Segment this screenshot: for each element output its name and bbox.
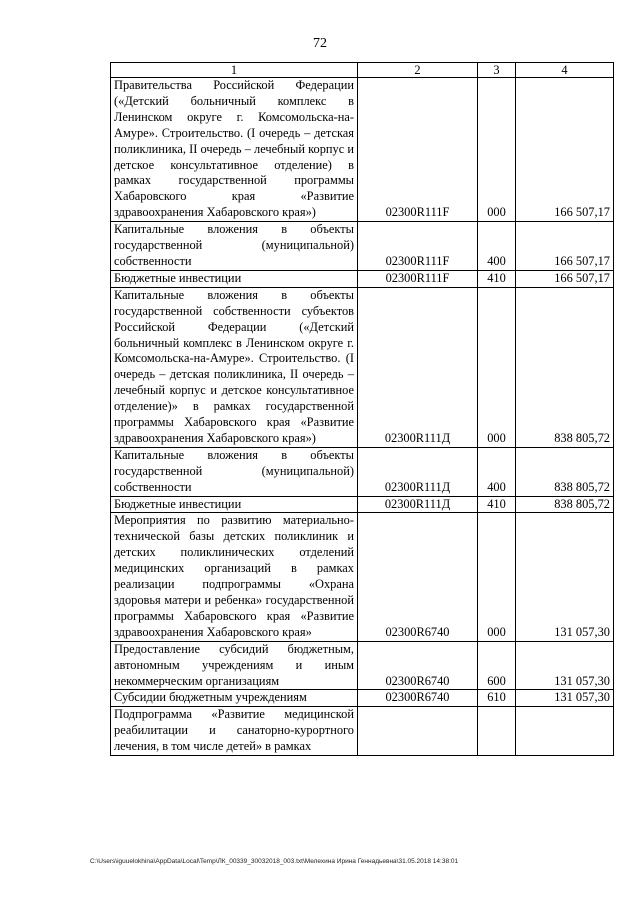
row-sum: 838 805,72 (516, 447, 614, 496)
row-sum: 131 057,30 (516, 513, 614, 641)
page-number: 72 (313, 36, 327, 51)
table-row (111, 641, 614, 690)
row-name: Субсидии бюджетным учреждениям (111, 690, 358, 707)
table-row (111, 287, 614, 447)
row-expense-type (478, 707, 516, 756)
row-sum: 838 805,72 (516, 287, 614, 447)
budget-table (110, 62, 614, 756)
row-name: Капитальные вложения в объекты государственной собственности субъектов Российской Федерации («Детский больничный комплекс в Ленинском округе г. Комсомольска-на-Амуре». Строительство. (I очередь – детская поликлиника, II очередь – лечебный корпус и детское консультативное отделение)» в рамках государственной программы Хабаровского края «Развитие здравоохранения Хабаровского края») (111, 287, 358, 447)
table-row (111, 496, 614, 513)
row-sum: 166 507,17 (516, 222, 614, 271)
row-name: Капитальные вложения в объекты государственной (муниципальной) собственности (111, 222, 358, 271)
row-sum: 838 805,72 (516, 496, 614, 513)
table-row (111, 222, 614, 271)
row-expense-type: 410 (478, 270, 516, 287)
table-row (111, 690, 614, 707)
row-code: 02300R111Д (358, 447, 478, 496)
table-row (111, 513, 614, 641)
row-sum: 166 507,17 (516, 78, 614, 222)
row-name: Мероприятия по развитию материально-технической базы детских поликлиник и детских поликлинических отделений медицинских организаций в рамках реализации подпрограммы «Охрана здоровья матери и ребенка» государственной программы Хабаровского края «Развитие здравоохранения Хабаровского края» (111, 513, 358, 641)
row-expense-type: 000 (478, 287, 516, 447)
row-name: Капитальные вложения в объекты государственной (муниципальной) собственности (111, 447, 358, 496)
row-expense-type: 000 (478, 78, 516, 222)
table-row (111, 270, 614, 287)
row-expense-type: 600 (478, 641, 516, 690)
row-name: Бюджетные инвестиции (111, 496, 358, 513)
row-code: 02300R6740 (358, 513, 478, 641)
row-name: Бюджетные инвестиции (111, 270, 358, 287)
row-expense-type: 400 (478, 447, 516, 496)
row-code: 02300R111F (358, 270, 478, 287)
row-code: 02300R6740 (358, 690, 478, 707)
row-sum: 131 057,30 (516, 641, 614, 690)
row-sum: 166 507,17 (516, 270, 614, 287)
column-header: 1 (111, 63, 358, 78)
column-header: 4 (516, 63, 614, 78)
table-row (111, 707, 614, 756)
file-path-footer: C:\Users\iguuelokhina\AppData\Local\Temp\ЛК_00339_30032018_003.txt\Мелехина Ирина Геннадьевна\31.05.2018 14:38:01 (90, 858, 459, 865)
table-row (111, 78, 614, 222)
row-expense-type: 400 (478, 222, 516, 271)
column-header: 3 (478, 63, 516, 78)
row-code: 02300R111Д (358, 496, 478, 513)
row-sum: 131 057,30 (516, 690, 614, 707)
row-name: Правительства Российской Федерации («Детский больничный комплекс в Ленинском округе г. Комсомольска-на-Амуре». Строительство. (I очередь – детская поликлиника, II очередь – лечебный корпус и детское консультативное отделение) в рамках государственной программы Хабаровского края «Развитие здравоохранения Хабаровского края») (111, 78, 358, 222)
column-header: 2 (358, 63, 478, 78)
row-code: 02300R111F (358, 222, 478, 271)
row-expense-type: 610 (478, 690, 516, 707)
row-name: Подпрограмма «Развитие медицинской реабилитации и санаторно-курортного лечения, в том числе детей» в рамках (111, 707, 358, 756)
row-expense-type: 000 (478, 513, 516, 641)
row-code (358, 707, 478, 756)
row-name: Предоставление субсидий бюджетным, автономным учреждениям и иным некоммерческим организациям (111, 641, 358, 690)
table-row (111, 447, 614, 496)
row-code: 02300R6740 (358, 641, 478, 690)
row-code: 02300R111Д (358, 287, 478, 447)
row-expense-type: 410 (478, 496, 516, 513)
table-header-row (111, 63, 614, 78)
row-sum (516, 707, 614, 756)
row-code: 02300R111F (358, 78, 478, 222)
